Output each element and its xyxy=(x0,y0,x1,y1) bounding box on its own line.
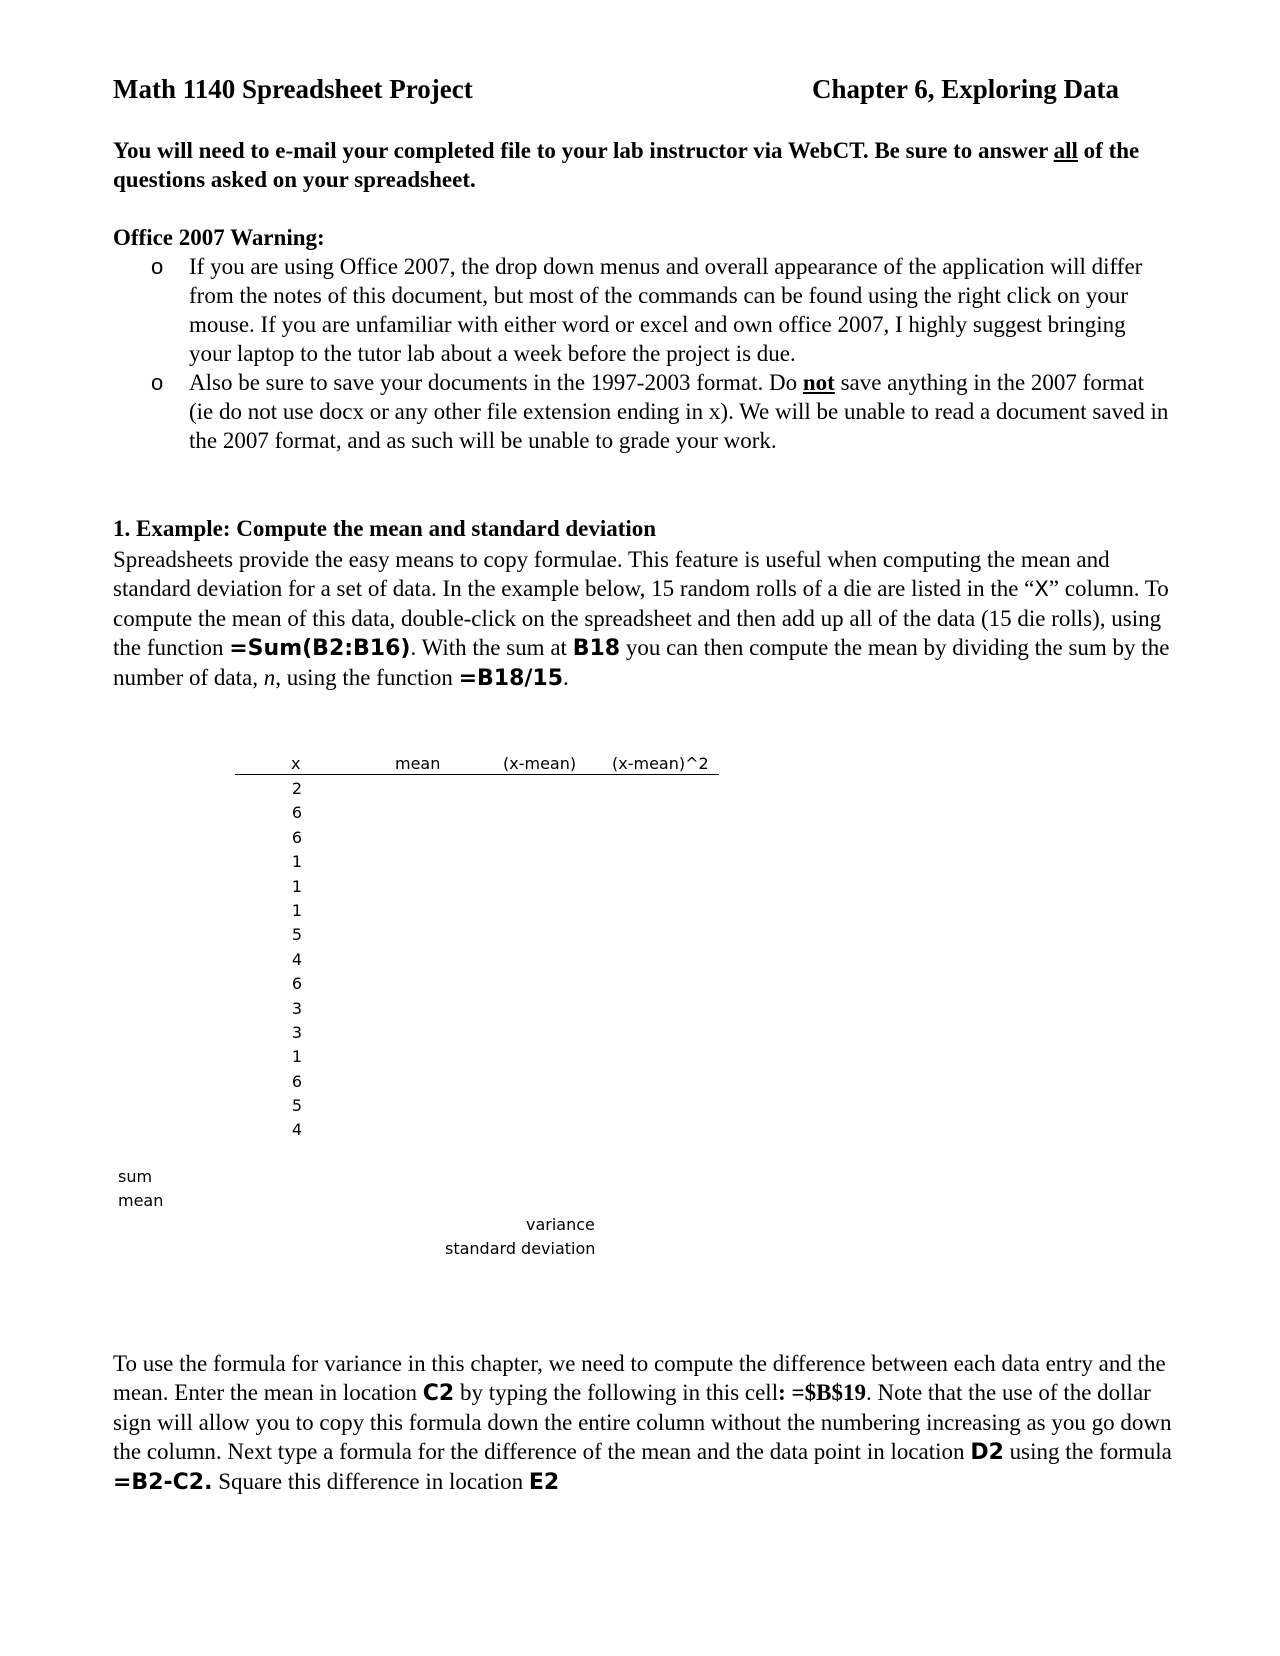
x-cell[interactable]: 1 xyxy=(291,1047,302,1067)
header-mean: mean xyxy=(395,754,441,773)
x-cell[interactable]: 1 xyxy=(291,900,302,920)
warning-item-text: If you are using Office 2007, the drop down menus and overall appearance of the application will differ from the notes of this document, but most of the commands can be found using the right click on your mouse. If you are unfamiliar with either word or excel and own office 2007, I highly suggest bringing your laptop to the tutor lab about a week before the project is due. xyxy=(189,254,1143,366)
x-cell[interactable]: 6 xyxy=(291,803,302,823)
x-cell[interactable]: 6 xyxy=(291,974,302,994)
warning-item-text: Also be sure to save your documents in the 1997-2003 format. Do xyxy=(189,370,803,395)
example-text: ” column. To compute the mean of this data, double-click on the spreadsheet and then add up all of the data (15 die rolls), using the function xyxy=(113,576,1169,660)
bullet-mark: o xyxy=(151,254,164,279)
warning-item xyxy=(113,368,1173,455)
x-cell[interactable]: 3 xyxy=(291,1022,302,1042)
intro-underlined-all: all xyxy=(1053,138,1078,163)
warning-item-text-cont: save anything in the 2007 format (ie do not use docx or any other file extension ending in x). We will be unable to read a document saved in the 2007 format, and as such will be unable to grade your work. xyxy=(189,370,1169,453)
header-x-minus-mean: (x-mean) xyxy=(503,754,577,773)
x-column xyxy=(278,777,302,1143)
intro-text-1: You will need to e-mail your completed file to your lab instructor via WebCT. Be sure to answer xyxy=(113,138,1054,163)
example-text: Spreadsheets provide the easy means to copy formulae. This feature is useful when computing the mean and standard deviation for a set of data. In the example below, 15 random rolls of a die are listed in the “ xyxy=(113,547,1110,601)
cell-ref-c2: C2 xyxy=(422,1381,455,1406)
example-text: you can then compute the mean by dividing the sum by the number of data, xyxy=(113,635,1170,690)
emphasis-not: not xyxy=(802,370,835,395)
example-heading: 1. Example: Compute the mean and standard deviation xyxy=(113,516,657,541)
intro-text-2: of the questions asked on your spreadsheet. xyxy=(113,138,1140,192)
variance-label: variance xyxy=(526,1215,595,1234)
x-cell[interactable]: 2 xyxy=(291,779,302,798)
n-variable: n xyxy=(263,665,276,690)
header-x: x xyxy=(291,754,301,773)
variance-text: . Note that the use of the dollar sign will allow you to copy this formula down the entire column without the numbering increasing as you go down the column. Next type a formula for the difference of the mean and the data point in location xyxy=(113,1380,1172,1464)
std-dev-label: standard deviation xyxy=(445,1239,596,1258)
diff-formula: =B2-C2. xyxy=(113,1470,213,1495)
sum-label: sum xyxy=(118,1167,153,1186)
cell-ref-e2: E2 xyxy=(528,1470,560,1495)
variance-text: using the formula xyxy=(1003,1439,1172,1464)
x-cell[interactable]: 5 xyxy=(291,925,302,945)
x-cell[interactable]: 6 xyxy=(291,827,302,847)
x-cell[interactable]: 6 xyxy=(291,1071,302,1091)
intro-paragraph xyxy=(113,136,1173,194)
document-title: Math 1140 Spreadsheet Project xyxy=(113,74,473,104)
example-text: . xyxy=(563,665,569,690)
mean-ref-formula: : =$B$19 xyxy=(778,1380,866,1405)
x-cell[interactable]: 1 xyxy=(291,852,302,872)
bullet-mark: o xyxy=(151,370,164,395)
header-underline xyxy=(235,774,719,775)
variance-paragraph xyxy=(113,1349,1173,1497)
cell-ref-d2: D2 xyxy=(970,1440,1004,1465)
cell-ref-b18: B18 xyxy=(572,636,621,661)
x-cell[interactable]: 4 xyxy=(291,949,302,969)
chapter-title: Chapter 6, Exploring Data xyxy=(811,74,1119,104)
example-text: , using the function xyxy=(275,665,459,690)
variance-text: To use the formula for variance in this chapter, we need to compute the difference between each data entry and the mean. Enter the mean in location xyxy=(113,1351,1166,1405)
header-squared-diff: (x-mean)^2 xyxy=(612,754,709,773)
example-text: . With the sum at xyxy=(410,635,573,660)
x-cell[interactable]: 1 xyxy=(291,876,302,896)
x-cell[interactable]: 5 xyxy=(291,1096,302,1116)
warning-item xyxy=(113,252,1173,368)
example-paragraph xyxy=(113,545,1173,693)
mean-formula: =B18/15 xyxy=(458,666,564,691)
sum-formula: =Sum(B2:B16) xyxy=(229,636,411,661)
warning-list xyxy=(113,252,1173,455)
variance-text: Square this difference in location xyxy=(212,1469,529,1494)
variance-text: by typing the following in this cell xyxy=(454,1380,779,1405)
warning-heading: Office 2007 Warning: xyxy=(113,225,325,250)
title-row xyxy=(113,74,1119,114)
x-cell[interactable]: 4 xyxy=(291,1120,302,1140)
x-column-ref: X xyxy=(1034,577,1049,601)
mean-label: mean xyxy=(118,1191,164,1210)
x-cell[interactable]: 3 xyxy=(291,998,302,1018)
